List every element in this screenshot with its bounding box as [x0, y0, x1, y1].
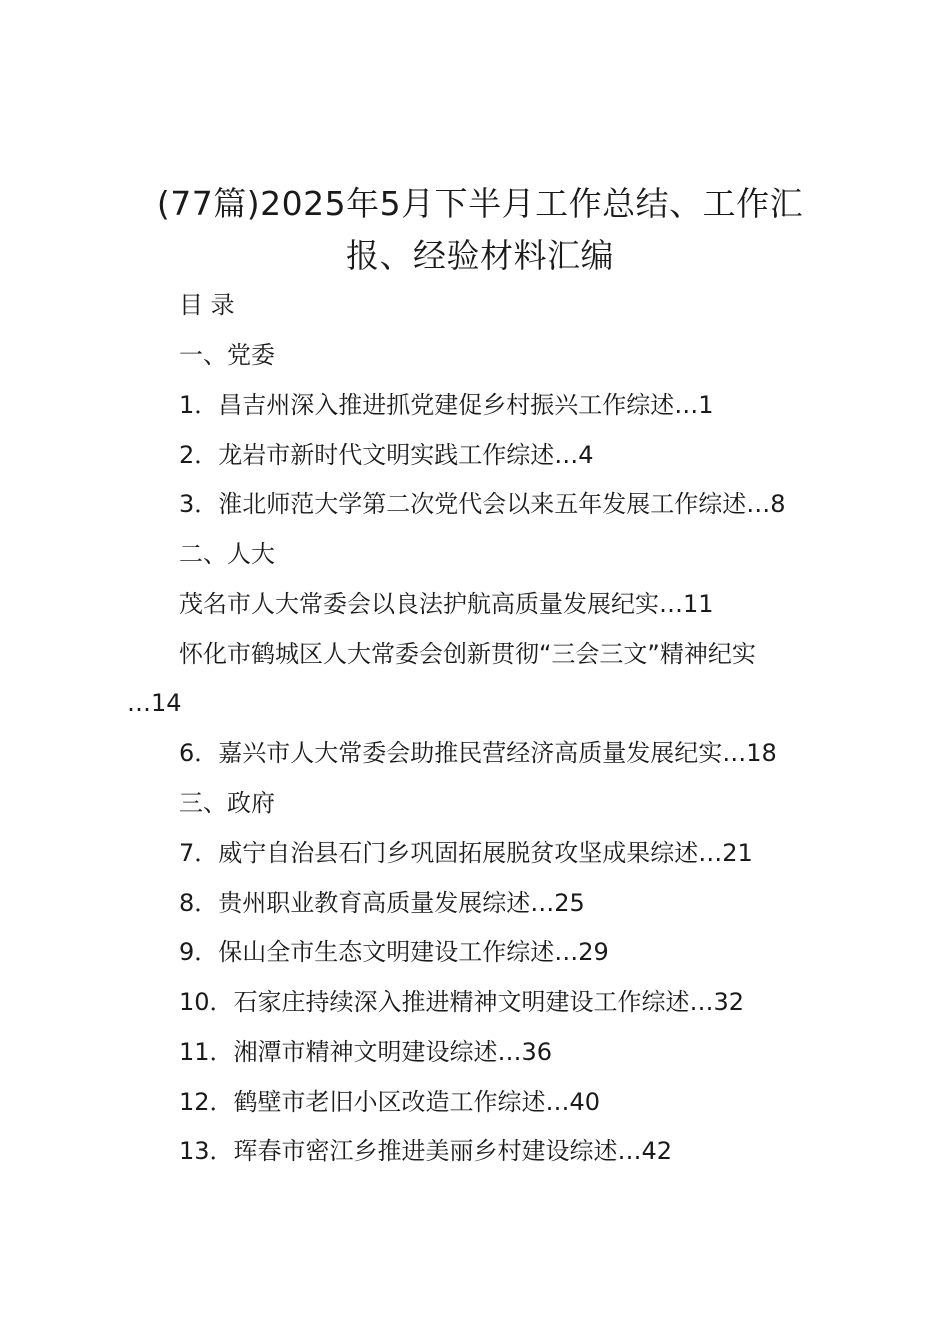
- toc-entry: 茂名市人大常委会以良法护航高质量发展纪实…11: [179, 590, 714, 618]
- toc-entry: 2．龙岩市新时代文明实践工作综述…4: [179, 441, 594, 469]
- title-line-1: (77篇)2025年5月下半月工作总结、工作汇: [156, 184, 804, 223]
- toc-section-heading: 一、党委: [179, 341, 275, 369]
- toc-entry-continuation: …14: [127, 689, 182, 717]
- toc-heading: 目 录: [179, 291, 235, 319]
- title-line-2: 报、经验材料汇编: [346, 236, 614, 275]
- toc-entry: 10．石家庄持续深入推进精神文明建设工作综述…32: [179, 988, 745, 1016]
- toc-entry: 9．保山全市生态文明建设工作综述…29: [179, 938, 609, 966]
- toc-entry: 11．湘潭市精神文明建设综述…36: [179, 1038, 553, 1066]
- toc-section-heading: 三、政府: [179, 789, 275, 817]
- toc-entry: 怀化市鹤城区人大常委会创新贯彻“三会三文”精神纪实: [179, 640, 756, 668]
- toc-entry: 6．嘉兴市人大常委会助推民营经济高质量发展纪实…18: [179, 739, 777, 767]
- toc-section-heading: 二、人大: [179, 540, 275, 568]
- toc-entry: 1．昌吉州深入推进抓党建促乡村振兴工作综述…1: [179, 391, 714, 419]
- document-title: [110, 178, 850, 282]
- toc-entry: 3．淮北师范大学第二次党代会以来五年发展工作综述…8: [179, 490, 786, 518]
- toc-entry: 8．贵州职业教育高质量发展综述…25: [179, 889, 585, 917]
- toc-entry: 13．珲春市密江乡推进美丽乡村建设综述…42: [179, 1137, 673, 1165]
- toc-entry: 12．鹤壁市老旧小区改造工作综述…40: [179, 1088, 601, 1116]
- toc-entry: 7．威宁自治县石门乡巩固拓展脱贫攻坚成果综述…21: [179, 839, 753, 867]
